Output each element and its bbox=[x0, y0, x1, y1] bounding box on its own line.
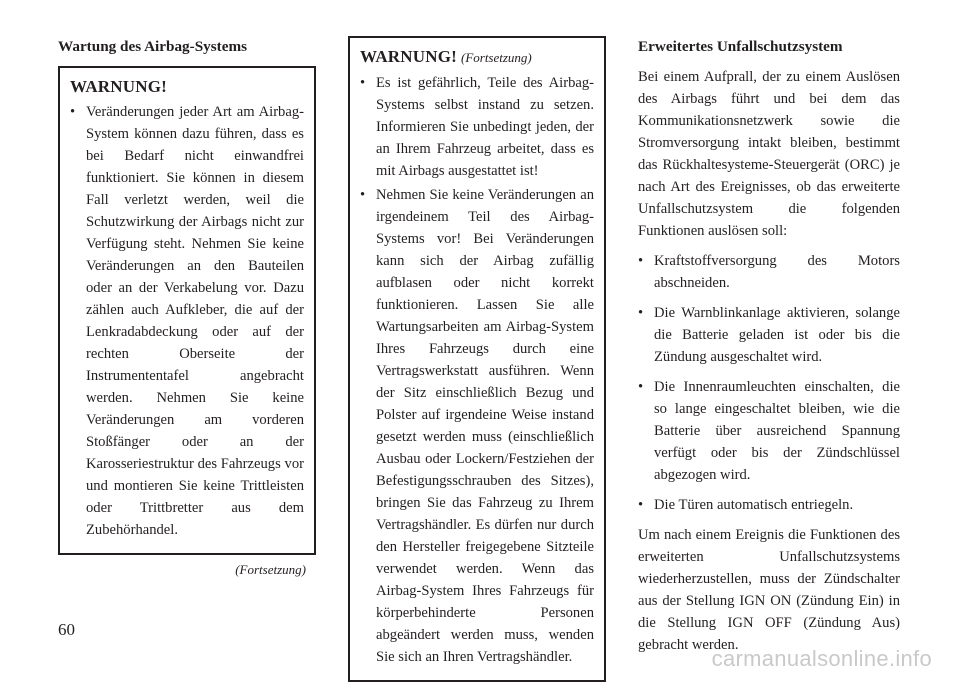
warning-item: • Nehmen Sie keine Veränderungen an irgendeinem Teil des Airbag-Systems vor! Bei Veränderungen kann sich der Airbag zufällig aufblasen oder nicht korrekt funktionieren. Lassen Sie alle Wartungsarbeiten am Airbag-System Ihres Fahrzeugs durch eine Vertragswerkstatt ausführen. Wenn der Sitz einschließlich Bezug und Polster auf irgendeine Weise instand gesetzt werden muss (einschließlich Ausbau oder Lockern/Festziehen der Befestigungsschrauben des Sitzes), bringen Sie das Fahrzeug zu Ihrem Vertragshändler. Es dürfen nur durch den Hersteller freigegebene Sitzteile verwendet werden. Wenn das Airbag-System Ihres Fahrzeugs für körperbehinderte Personen abgeändert werden muss, wenden Sie sich an Ihren Vertragshändler. bbox=[360, 184, 594, 668]
intro-paragraph: Bei einem Aufprall, der zu einem Auslösen des Airbags führt und bei dem das Kommunikationsnetzwerk sowie die Stromversorgung intakt bleiben, bestimmt das Rückhaltesysteme-Steuergerät (ORC) je nach Art des Ereignisses, ob das erweiterte Unfallschutzsystem die folgenden Funktionen auslösen soll: bbox=[638, 69, 900, 239]
warning-list bbox=[360, 72, 594, 668]
warning-box-middle bbox=[348, 36, 606, 682]
watermark-link[interactable]: carmanualsonline.info bbox=[711, 646, 932, 671]
section-heading-advanced-crash-protection: Erweitertes Unfallschutzsystem bbox=[638, 38, 843, 55]
warning-item: • Es ist gefährlich, Teile des Airbag-Systems selbst instand zu setzen. Informieren Sie unbedingt jeden, der an Ihrem Fahrzeug arbeitet, dass es mit Airbags ausgestattet ist! bbox=[360, 72, 594, 182]
left-column bbox=[58, 36, 316, 579]
warning-title bbox=[70, 75, 304, 99]
page-number: 60 bbox=[58, 620, 75, 639]
warning-title-text: WARNUNG! bbox=[360, 47, 457, 66]
warning-box-left bbox=[58, 66, 316, 555]
middle-column bbox=[348, 36, 606, 682]
right-column bbox=[638, 36, 900, 664]
list-item: • Die Innenraumleuchten einschalten, die so lange eingeschaltet bleiben, wie die Batterie über ausreichend Spannung verfügt oder bis der Zündschlüssel abgezogen wird. bbox=[638, 376, 900, 486]
outro-paragraph: Um nach einem Ereignis die Funktionen des erweiterten Unfallschutzsystems wiederherzustellen, muss der Zündschalter aus der Stellung IGN ON (Zündung Ein) in die Stellung IGN OFF (Zündung Aus) gebracht werden. bbox=[638, 527, 900, 653]
list-item: • Kraftstoffversorgung des Motors abschneiden. bbox=[638, 250, 900, 294]
warning-item: • Veränderungen jeder Art am Airbag-System können dazu führen, dass es bei Bedarf nicht einwandfrei funktioniert. Sie können in diesem Fall verletzt werden, weil die Schutzwirkung der Airbags nicht zur Verfügung steht. Nehmen Sie keine Veränderungen an den Bauteilen oder an der Verkabelung vor. Dazu zählen auch Aufkleber, die auf der Lenkradabdeckung oder auf der rechten Oberseite der Instrumententafel angebracht werden. Nehmen Sie keine Veränderungen am vorderen Stoßfänger oder an der Karosseriestruktur des Fahrzeugs vor und montieren Sie keine Trittleisten oder Trittbretter aus dem Zubehörhandel. bbox=[70, 101, 304, 541]
warning-continued-label: (Fortsetzung) bbox=[460, 50, 532, 65]
warning-list bbox=[70, 101, 304, 541]
list-item: • Die Türen automatisch entriegeln. bbox=[638, 494, 900, 516]
continued-label: (Fortsetzung) bbox=[235, 562, 306, 577]
list-item: • Die Warnblinkanlage aktivieren, solange die Batterie geladen ist oder bis die Zündung ausgeschaltet wird. bbox=[638, 302, 900, 368]
warning-title-text: WARNUNG! bbox=[70, 77, 167, 96]
function-list bbox=[638, 250, 900, 516]
warning-title bbox=[360, 45, 594, 70]
section-heading-airbag-maintenance: Wartung des Airbag-Systems bbox=[58, 38, 248, 55]
